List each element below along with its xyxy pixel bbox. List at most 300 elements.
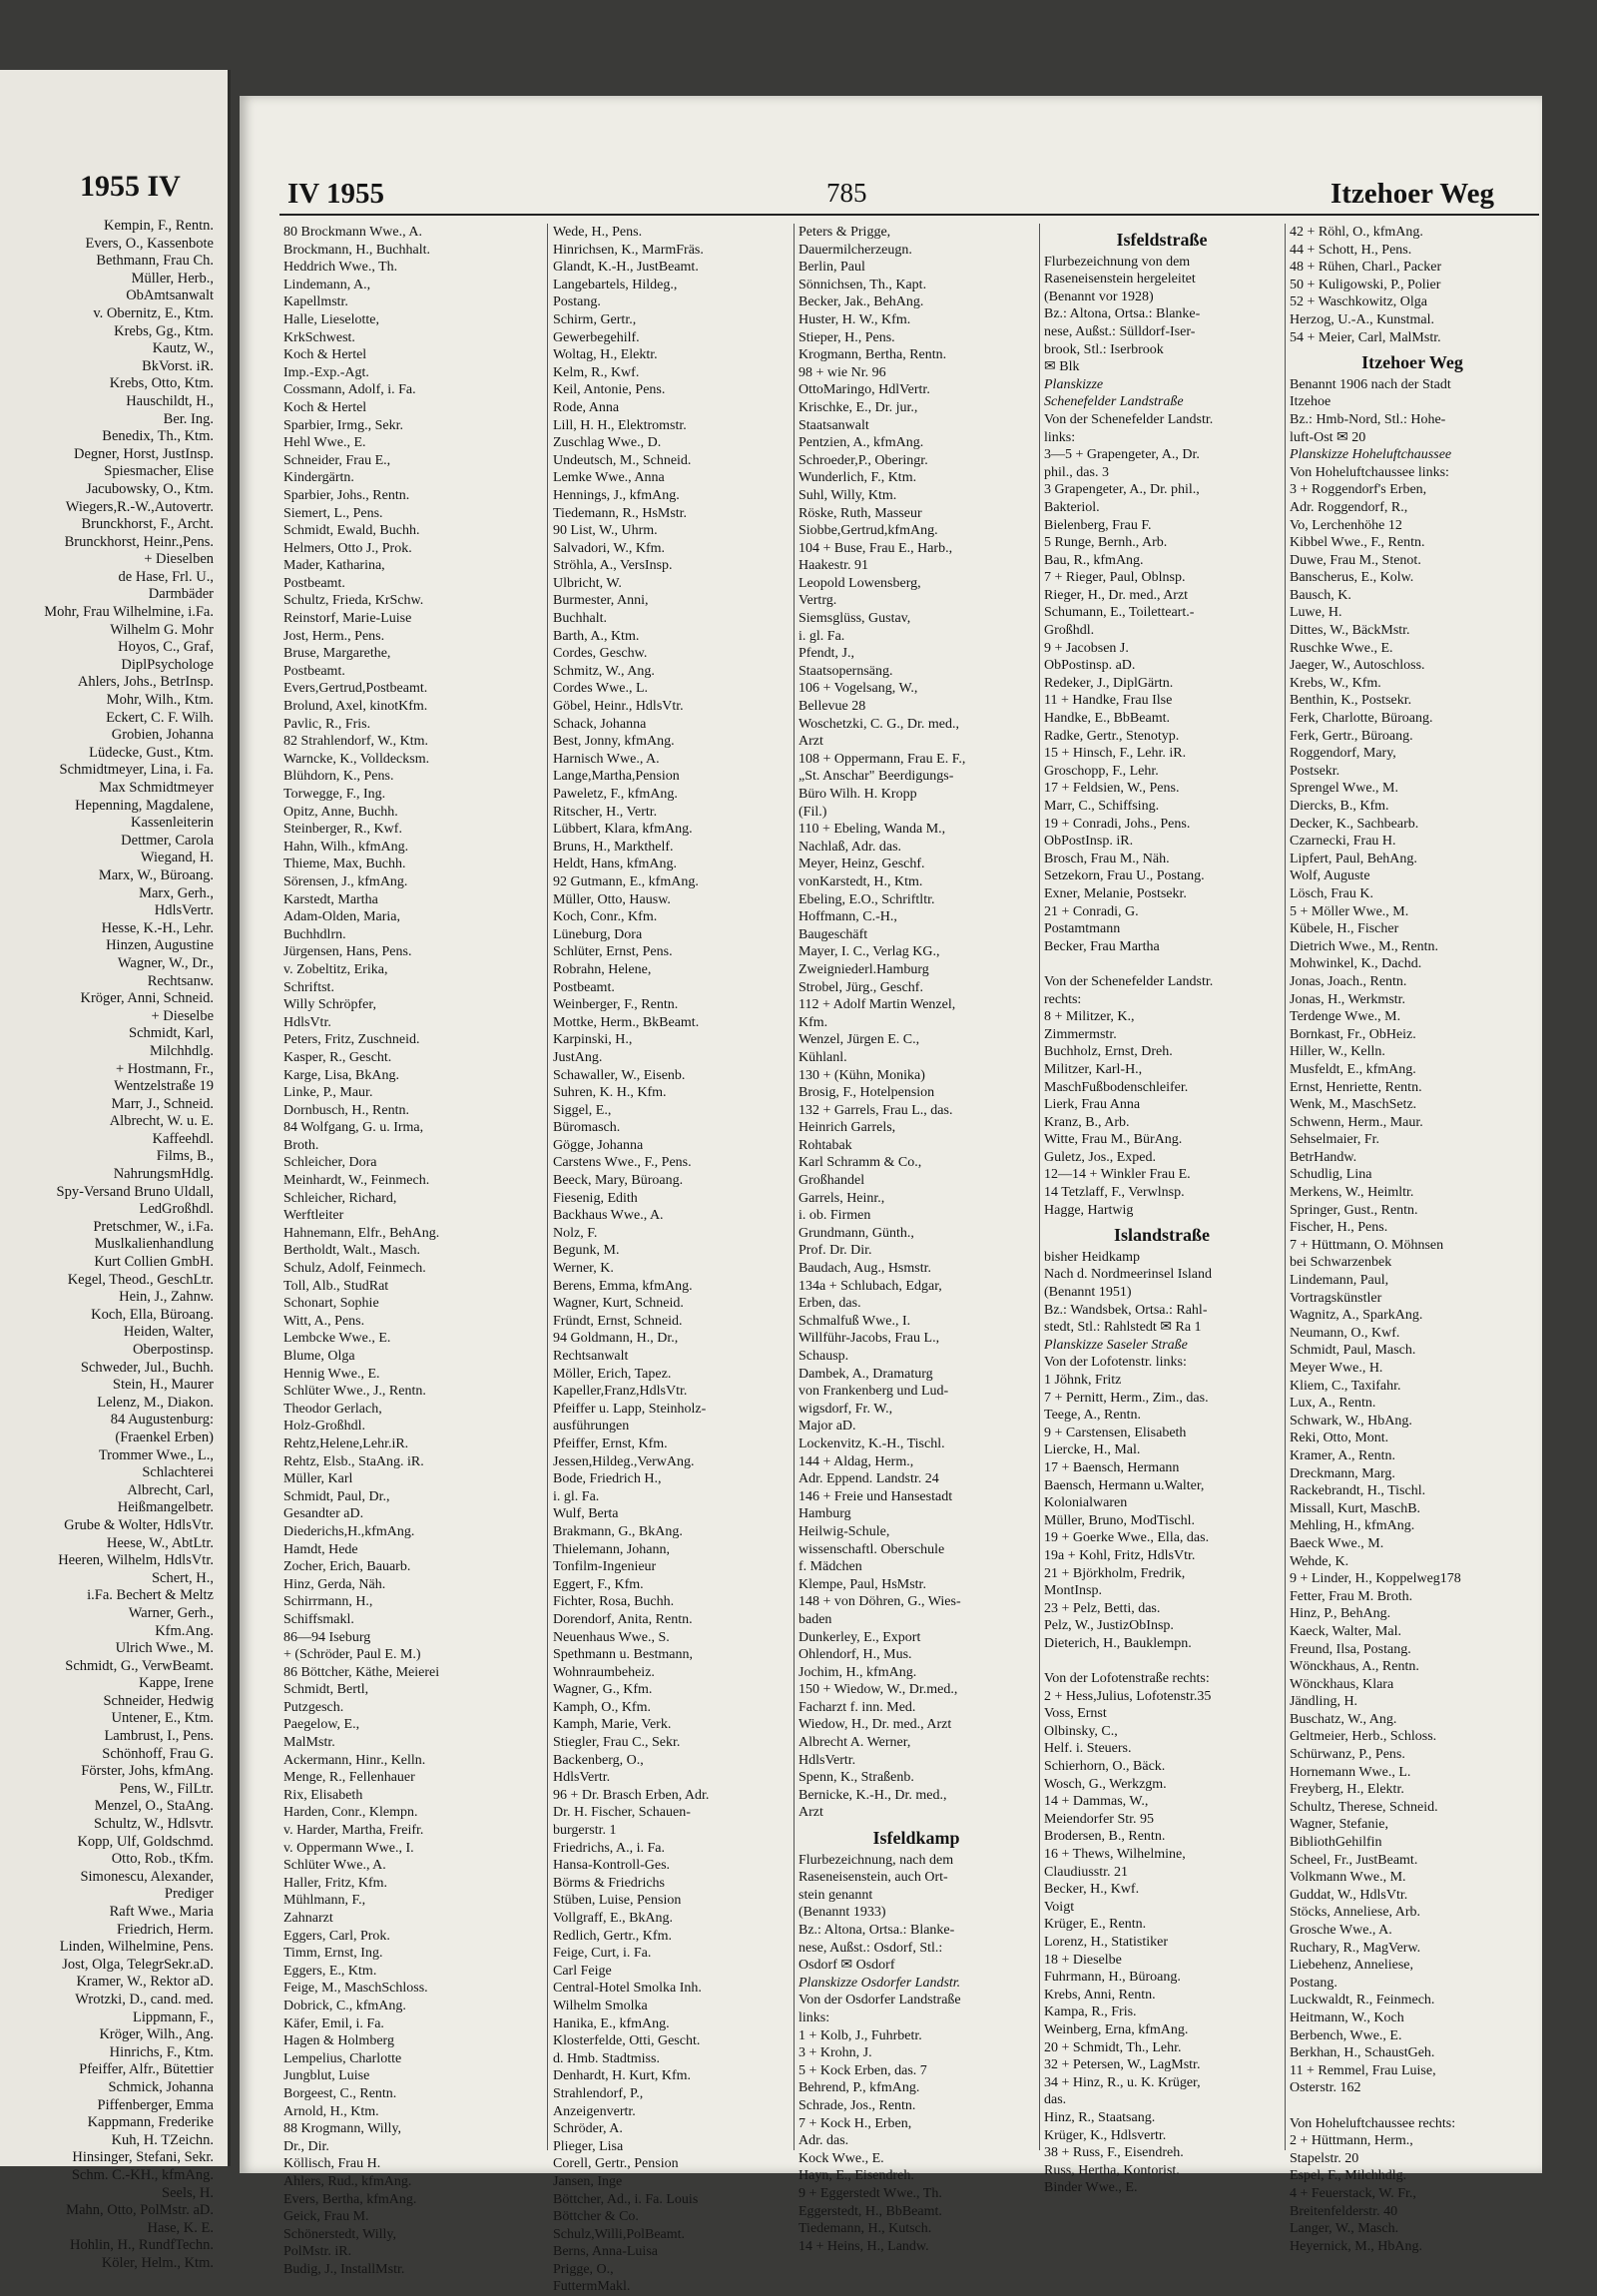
directory-entry: Roggendorf, Mary, <box>1290 746 1396 762</box>
directory-entry: Eggert, F., Kfm. <box>553 1576 644 1592</box>
directory-entry: Ritscher, H., Vertr. <box>553 804 658 820</box>
street-heading: Isfeldkamp <box>872 1828 960 1849</box>
directory-entry: Bertholdt, Walt., Masch. <box>283 1243 421 1259</box>
header-rule <box>279 214 1539 216</box>
directory-entry: Woltag, H., Elektr. <box>553 347 658 363</box>
directory-entry: Carl Feige <box>553 1963 612 1979</box>
directory-entry: burgerstr. 1 <box>553 1823 617 1839</box>
directory-entry: Missall, Kurt, MaschB. <box>1290 1500 1421 1516</box>
directory-entry: Fiesenig, Edith <box>553 1190 638 1206</box>
directory-entry: Bau, R., kfmAng. <box>1044 552 1144 568</box>
directory-entry: Arnold, H., Ktm. <box>283 2103 379 2119</box>
directory-entry: Kempin, F., Rentn. <box>103 218 214 234</box>
directory-entry: Witte, Frau M., BürAng. <box>1044 1132 1183 1148</box>
directory-entry: Kappmann, Frederike <box>87 2114 214 2131</box>
directory-entry: Ahlers, Johs., BetrInsp. <box>77 674 214 691</box>
directory-entry: Berlin, Paul <box>798 260 865 276</box>
directory-entry: LedGroßhdl. <box>139 1201 214 1218</box>
directory-entry: Großhandel <box>798 1173 865 1189</box>
directory-entry: KrkSchwest. <box>283 329 355 345</box>
directory-entry: Röske, Ruth, Masseur <box>798 505 922 521</box>
directory-entry: Sörensen, J., kfmAng. <box>283 873 408 889</box>
directory-entry: Schumann, E., Toiletteart.- <box>1044 605 1195 621</box>
directory-entry: Schleicher, Richard, <box>283 1190 397 1206</box>
directory-entry: + Hostmann, Fr., <box>115 1060 214 1077</box>
directory-entry: Schm. C.-KH., kfmAng. <box>71 2166 214 2183</box>
map-reference: Planskizze Hoheluftchaussee <box>1290 447 1452 463</box>
directory-entry: 5 + Kock Erben, das. 7 <box>798 2062 927 2078</box>
directory-entry: Nolz, F. <box>553 1225 598 1241</box>
directory-entry: Stieper, H., Pens. <box>798 329 895 345</box>
directory-entry: Heinrich Garrels, <box>798 1120 896 1136</box>
directory-entry: Hennings, J., kfmAng. <box>553 487 680 503</box>
directory-entry: Redlich, Gertr., Kfm. <box>553 1928 672 1944</box>
directory-entry: i. ob. Firmen <box>798 1208 871 1224</box>
directory-entry: Müller, Karl <box>283 1471 353 1487</box>
directory-entry: 16 + Thews, Wilhelmine, <box>1044 1847 1186 1863</box>
directory-entry: Wunderlich, F., Ktm. <box>798 470 917 486</box>
directory-entry: Pavlic, R., Fris. <box>283 716 371 732</box>
directory-entry: bei Schwarzenbek <box>1290 1255 1392 1271</box>
directory-entry: Borgeest, C., Rentn. <box>283 2085 397 2101</box>
directory-entry: Teege, A., Rentn. <box>1044 1408 1141 1424</box>
directory-entry: 11 + Remmel, Frau Luise, <box>1290 2062 1436 2078</box>
directory-entry: Becker, Jak., BehAng. <box>798 294 924 310</box>
directory-entry: Begunk, M. <box>553 1243 620 1259</box>
directory-entry: Dambek, A., Dramaturg <box>798 1366 933 1382</box>
directory-entry: 98 + wie Nr. 96 <box>798 364 886 380</box>
directory-entry: Käfer, Emil, i. Fa. <box>283 2015 384 2031</box>
directory-entry: BibliothGehilfin <box>1290 1835 1382 1851</box>
directory-entry: Jessen,Hildeg.,VerwAng. <box>553 1453 695 1469</box>
directory-entry: Wulf, Berta <box>553 1506 619 1522</box>
directory-entry: Plieger, Lisa <box>553 2138 624 2154</box>
directory-entry: Thielemann, Johann, <box>553 1541 671 1557</box>
directory-entry: Berkhan, H., SchaustGeh. <box>1290 2045 1435 2061</box>
directory-entry: v. Harder, Martha, Freifr. <box>283 1823 424 1839</box>
directory-entry: Buchhdlrn. <box>283 926 346 942</box>
directory-entry: Paegelow, E., <box>283 1717 360 1733</box>
directory-entry: Böttcher, Ad., i. Fa. Louis <box>553 2191 699 2207</box>
directory-entry: Meinhardt, W., Feinmech. <box>283 1173 430 1189</box>
left-page <box>0 70 231 2271</box>
directory-entry: Warncke, K., Volldecksm. <box>283 751 430 767</box>
directory-entry: Kübele, H., Fischer <box>1290 921 1399 937</box>
directory-entry: Mohr, Wilh., Ktm. <box>106 692 214 709</box>
directory-entry: Heese, W., AbtLtr. <box>106 1534 214 1551</box>
directory-entry: stedt, Stl.: Rahlstedt ✉ Ra 1 <box>1044 1320 1202 1336</box>
directory-entry: Wiegand, H. <box>140 850 214 866</box>
directory-entry: Linke, P., Maur. <box>283 1085 373 1101</box>
directory-entry: Lippmann, F., <box>132 2009 214 2025</box>
directory-entry: Blühdorn, K., Pens. <box>283 769 394 785</box>
directory-entry: Böttcher & Co. <box>553 2209 639 2225</box>
directory-entry: 50 + Kuligowski, P., Polier <box>1290 277 1441 292</box>
directory-entry: Putzgesch. <box>283 1699 344 1715</box>
directory-entry: Nachlaß, Adr. das. <box>798 839 902 855</box>
directory-entry: 150 + Wiedow, W., Dr.med., <box>798 1682 958 1698</box>
directory-entry: Jaeger, W., Autoschloss. <box>1290 658 1425 674</box>
directory-entry: Bz.: Hmb-Nord, Stl.: Hohe- <box>1290 411 1446 427</box>
directory-entry: MontInsp. <box>1044 1583 1102 1599</box>
directory-entry: Wosch, G., Werkzgm. <box>1044 1776 1167 1792</box>
directory-entry: Wönckhaus, Klara <box>1290 1676 1394 1692</box>
directory-entry: Schirm, Gertr., <box>553 311 637 327</box>
directory-entry: 42 + Röhl, O., kfmAng. <box>1290 225 1423 240</box>
directory-entry: Redeker, J., DiplGärtn. <box>1044 675 1174 691</box>
directory-entry: „St. Anschar" Beerdigungs- <box>798 769 954 785</box>
directory-entry: Kaffeehdl. <box>152 1130 214 1147</box>
directory-entry: Banscherus, E., Kolw. <box>1290 570 1414 586</box>
directory-entry: Exner, Melanie, Postsekr. <box>1044 885 1187 901</box>
directory-entry: Bellevue 28 <box>798 699 866 715</box>
directory-entry: Hanika, E., kfmAng. <box>553 2015 670 2031</box>
directory-entry: 5 + Möller Wwe., M. <box>1290 903 1409 919</box>
directory-entry: Jochim, H., kfmAng. <box>798 1664 917 1680</box>
directory-column-4 <box>1044 224 1280 2197</box>
directory-entry: Liebehenz, Anneliese, <box>1290 1958 1414 1974</box>
directory-entry: Lindemann, Paul, <box>1290 1273 1389 1289</box>
directory-entry: (Fraenkel Erben) <box>115 1429 214 1445</box>
directory-entry: Schmidt, Paul, Dr., <box>283 1488 390 1504</box>
directory-entry: Dr., Dir. <box>283 2138 329 2154</box>
directory-entry: Schmidt, Karl, <box>129 1025 214 1042</box>
directory-entry: Russ, Hertha, Kontorist. <box>1044 2162 1180 2178</box>
directory-entry: Lange,Martha,Pension <box>553 769 680 785</box>
directory-entry: Berens, Emma, kfmAng. <box>553 1278 693 1294</box>
directory-entry: Großhdl. <box>1044 623 1095 639</box>
directory-entry: Hahn, Wilh., kfmAng. <box>283 839 409 855</box>
directory-entry: Facharzt f. inn. Med. <box>798 1699 916 1715</box>
directory-entry: das. <box>1044 2092 1067 2108</box>
directory-entry: Baugeschäft <box>798 926 868 942</box>
directory-entry: Kock Wwe., E. <box>798 2150 884 2166</box>
directory-entry: Imp.-Exp.-Agt. <box>283 364 369 380</box>
directory-entry: Göbel, Heinr., HdlsVtr. <box>553 699 684 715</box>
directory-entry: 15 + Hinsch, F., Lehr. iR. <box>1044 746 1187 762</box>
directory-entry: 144 + Aldag, Herm., <box>798 1453 914 1469</box>
directory-entry: Luckwaldt, R., Feinmech. <box>1290 1993 1435 2009</box>
page-header-right: Itzehoer Weg <box>1330 178 1494 210</box>
directory-entry: ausführungen <box>553 1419 630 1435</box>
directory-entry: Staatsopernsäng. <box>798 663 893 679</box>
directory-entry: Feige, M., MaschSchloss. <box>283 1981 428 1997</box>
directory-entry: HdlsVertr. <box>154 902 214 919</box>
directory-entry: stein genannt <box>798 1887 873 1903</box>
directory-entry: HdlsVtr. <box>283 1014 331 1030</box>
directory-entry: Breitenfelderstr. 40 <box>1290 2203 1398 2219</box>
directory-entry: Meyer, Heinz, Geschf. <box>798 857 925 872</box>
directory-entry: Hahnemann, Elfr., BehAng. <box>283 1225 440 1241</box>
directory-entry: Friedrich, Herm. <box>116 1921 214 1938</box>
directory-entry: Hinz, Gerda, Näh. <box>283 1576 386 1592</box>
directory-entry: Budig, J., InstallMstr. <box>283 2261 405 2277</box>
directory-entry: Vo, Lerchenhöhe 12 <box>1290 517 1402 533</box>
map-reference: Planskizze <box>1044 376 1104 392</box>
directory-entry: Schlachterei <box>142 1464 214 1481</box>
directory-entry: Benedix, Th., Ktm. <box>102 428 214 445</box>
directory-entry: 5 Runge, Bernh., Arb. <box>1044 535 1168 551</box>
directory-entry: Von der Osdorfer Landstraße <box>798 1993 961 2009</box>
directory-entry: Pentzien, A., kfmAng. <box>798 435 924 451</box>
directory-entry: Pfeiffer u. Lapp, Steinholz- <box>553 1401 707 1417</box>
directory-entry: Evers,Gertrud,Postbeamt. <box>283 681 428 697</box>
directory-entry: Kibbel Wwe., F., Rentn. <box>1290 535 1425 551</box>
directory-entry: Eckert, C. F. Wilh. <box>106 709 214 726</box>
directory-entry: Wagner, W., Dr., <box>117 954 214 971</box>
directory-entry: Neuenhaus Wwe., S. <box>553 1629 670 1645</box>
directory-entry: MalMstr. <box>283 1735 335 1751</box>
directory-entry: Dauermilcherzeugn. <box>798 242 912 258</box>
directory-entry: Von Hoheluftchaussee rechts: <box>1290 2115 1456 2131</box>
directory-entry: Sparbier, Irmg., Sekr. <box>283 417 403 433</box>
directory-entry: Duwe, Frau M., Stenot. <box>1290 552 1421 568</box>
directory-entry: 52 + Waschkowitz, Olga <box>1290 294 1427 310</box>
directory-entry: Hinrichs, F., Ktm. <box>109 2043 214 2060</box>
directory-entry: Postbeamt. <box>283 663 345 679</box>
directory-entry: OttoMaringo, HdlVertr. <box>798 382 930 398</box>
directory-entry: Albrecht A. Werner, <box>798 1735 911 1751</box>
directory-entry: Holz-Großhdl. <box>283 1419 366 1435</box>
directory-entry: 146 + Freie und Hansestadt <box>798 1488 953 1504</box>
directory-entry: v. Oppermann Wwe., I. <box>283 1840 414 1856</box>
directory-entry: 82 Strahlendorf, W., Ktm. <box>283 734 429 750</box>
directory-entry: Untener, E., Ktm. <box>111 1710 214 1727</box>
directory-entry: Raseneisenstein, auch Ort- <box>798 1870 948 1886</box>
directory-entry: Bernicke, K.-H., Dr. med., <box>798 1787 947 1803</box>
directory-entry: Baeck Wwe., M. <box>1290 1535 1384 1551</box>
directory-entry: Koch & Hertel <box>283 347 367 363</box>
directory-entry: Heilwig-Schule, <box>798 1523 890 1539</box>
directory-entry: Hauschildt, H., <box>126 392 214 409</box>
directory-entry: Postamtmann <box>1044 921 1121 937</box>
directory-entry: Krischke, E., Dr. jur., <box>798 399 918 415</box>
directory-entry: Rechtsanw. <box>147 972 214 989</box>
directory-entry: Zimmermstr. <box>1044 1026 1117 1042</box>
directory-entry: Wede, H., Pens. <box>553 225 643 240</box>
directory-entry: Postsekr. <box>1290 763 1340 779</box>
directory-entry: Rode, Anna <box>553 399 620 415</box>
directory-entry: Voss, Ernst <box>1044 1706 1107 1722</box>
directory-entry: Lüneburg, Dora <box>553 926 643 942</box>
directory-entry: Adam-Olden, Maria, <box>283 909 401 925</box>
directory-entry: Schmidtmeyer, Lina, i. Fa. <box>59 762 214 779</box>
directory-entry: 86 Böttcher, Käthe, Meierei <box>283 1664 440 1680</box>
directory-entry: Krogmann, Bertha, Rentn. <box>798 347 947 363</box>
directory-entry: Schmalfuß Wwe., I. <box>798 1313 911 1329</box>
directory-entry: 108 + Oppermann, Frau E. F., <box>798 751 966 767</box>
directory-entry: Spenn, K., Straßenb. <box>798 1770 914 1786</box>
directory-entry: links: <box>1044 429 1076 445</box>
directory-entry: Krüger, E., Rentn. <box>1044 1917 1147 1933</box>
directory-entry: 9 + Carstensen, Elisabeth <box>1044 1425 1187 1440</box>
directory-entry: Schürwanz, P., Pens. <box>1290 1747 1405 1763</box>
directory-entry: Dunkerley, E., Export <box>798 1629 921 1645</box>
column-divider <box>794 224 795 2150</box>
directory-entry: Hennig Wwe., E. <box>283 1366 380 1382</box>
directory-entry: Scheel, Fr., JustBeamt. <box>1290 1852 1418 1868</box>
directory-entry: 112 + Adolf Martin Wenzel, <box>798 997 956 1013</box>
directory-entry: Benthin, K., Postsekr. <box>1290 693 1412 709</box>
directory-entry: Handke, E., BbBeamt. <box>1044 711 1170 727</box>
directory-entry: (Benannt vor 1928) <box>1044 288 1154 304</box>
directory-entry: Claudiusstr. 21 <box>1044 1864 1129 1880</box>
directory-entry: Klosterfelde, Otti, Gescht. <box>553 2033 701 2049</box>
map-reference: Planskizze Saseler Straße <box>1044 1337 1188 1353</box>
directory-entry: Jansen, Inge <box>553 2173 623 2189</box>
directory-entry: Theodor Gerlach, <box>283 1401 382 1417</box>
directory-entry: Werner, K. <box>553 1261 614 1277</box>
directory-entry: Rix, Elisabeth <box>283 1787 363 1803</box>
directory-entry: 148 + von Döhren, G., Wies- <box>798 1594 961 1610</box>
directory-entry: ObAmtsanwalt <box>126 287 214 304</box>
directory-entry: Becker, H., Kwf. <box>1044 1882 1140 1898</box>
directory-entry: brook, Stl.: Iserbrook <box>1044 341 1164 357</box>
directory-entry: Dr. H. Fischer, Schauen- <box>553 1805 691 1821</box>
directory-entry: Ber. Ing. <box>163 410 214 427</box>
directory-entry: Flurbezeichnung von dem <box>1044 254 1191 270</box>
directory-entry: Schwark, W., HbAng. <box>1290 1413 1412 1429</box>
directory-entry: Lambrust, I., Pens. <box>104 1728 214 1745</box>
directory-entry: Tiedemann, H., Kutsch. <box>798 2221 932 2237</box>
directory-entry: Von Hoheluftchaussee links: <box>1290 464 1449 480</box>
directory-entry: Weinberger, F., Rentn. <box>553 997 679 1013</box>
directory-entry: von Frankenberg und Lud- <box>798 1384 949 1400</box>
directory-entry: Benannt 1906 nach der Stadt <box>1290 376 1451 392</box>
directory-entry: Marr, C., Schiffsing. <box>1044 799 1160 814</box>
directory-entry: ObPostinsp. aD. <box>1044 658 1136 674</box>
directory-entry: Fetter, Frau M. Broth. <box>1290 1588 1413 1604</box>
directory-entry: Krebs, W., Kfm. <box>1290 675 1381 691</box>
directory-entry: 7 + Pernitt, Herm., Zim., das. <box>1044 1390 1209 1406</box>
directory-entry: Ferk, Gertr., Büroang. <box>1290 728 1413 744</box>
directory-entry: Barth, A., Ktm. <box>553 628 640 644</box>
directory-entry: Hehl Wwe., E. <box>283 435 366 451</box>
directory-entry: Kindergärtn. <box>283 470 354 486</box>
directory-entry: Decker, K., Sachbearb. <box>1290 816 1419 832</box>
directory-entry: Pfeiffer, Ernst, Kfm. <box>553 1435 668 1451</box>
directory-entry: Lux, A., Rentn. <box>1290 1396 1376 1412</box>
directory-entry: Oberpostinsp. <box>133 1342 214 1358</box>
directory-entry: Zocher, Erich, Bauarb. <box>283 1559 411 1575</box>
directory-entry: Hinz, P., BehAng. <box>1290 1606 1391 1622</box>
directory-entry: Otto, Rob., tKfm. <box>111 1851 214 1868</box>
directory-entry: Büro Wilh. H. Kropp <box>798 787 917 802</box>
directory-entry: Gögge, Johanna <box>553 1137 644 1153</box>
directory-column-5 <box>1290 224 1535 2255</box>
directory-entry: Langebartels, Hildeg., <box>553 277 678 292</box>
directory-entry: Liercke, H., Mal. <box>1044 1442 1141 1458</box>
directory-entry: Strobel, Jürg., Geschf. <box>798 979 923 995</box>
directory-entry: Zweigniederl.Hamburg <box>798 961 929 977</box>
directory-entry: Toll, Alb., StudRat <box>283 1278 389 1294</box>
directory-entry: Fichter, Rosa, Buchh. <box>553 1594 675 1610</box>
directory-entry: 21 + Conradi, G. <box>1044 903 1139 919</box>
directory-entry: Müller, Bruno, ModTischl. <box>1044 1512 1195 1528</box>
directory-entry: Heißmangelbetr. <box>117 1499 214 1516</box>
street-heading: Itzehoer Weg <box>1361 352 1463 373</box>
directory-entry: Rehtz, Elsb., StaAng. iR. <box>283 1453 424 1469</box>
directory-entry: ✉ Blk <box>1044 359 1080 375</box>
directory-entry: Schmitz, W., Ang. <box>553 663 655 679</box>
directory-entry: Cordes, Geschw. <box>553 646 648 662</box>
directory-entry: Hesse, K.-H., Lehr. <box>101 919 214 936</box>
directory-entry: Hoffmann, C.-H., <box>798 909 897 925</box>
directory-entry: Simonescu, Alexander, <box>80 1868 214 1885</box>
directory-entry: 9 + Jacobsen J. <box>1044 640 1129 656</box>
directory-entry: Geltmeier, Herb., Schloss. <box>1290 1729 1437 1745</box>
directory-entry: BetrHandw. <box>1290 1149 1357 1165</box>
directory-entry: Heddrich Wwe., Th. <box>283 260 398 276</box>
directory-entry: 2 + Hess,Julius, Lofotenstr.35 <box>1044 1688 1212 1704</box>
directory-entry: Möller, Erich, Tapez. <box>553 1366 672 1382</box>
directory-entry: Hinrichsen, K., MarmFräs. <box>553 242 704 258</box>
directory-entry: Stapelstr. 20 <box>1290 2150 1359 2166</box>
directory-entry: Osdorf ✉ Osdorf <box>798 1958 895 1974</box>
directory-entry: Willführ-Jacobs, Frau L., <box>798 1331 940 1347</box>
directory-entry: 90 List, W., Uhrm. <box>553 523 658 539</box>
directory-entry: Helf. i. Steuers. <box>1044 1741 1132 1757</box>
directory-entry: wissenschaftl. Oberschule <box>798 1541 945 1557</box>
directory-entry: Buchhalt. <box>553 611 608 627</box>
directory-entry: Mahn, Otto, PolMstr. aD. <box>66 2202 214 2219</box>
directory-entry: Halle, Lieselotte, <box>283 311 380 327</box>
directory-entry: Jungblut, Luise <box>283 2068 370 2084</box>
directory-entry: Grube & Wolter, HdlsVtr. <box>64 1516 214 1533</box>
directory-entry: Wagner, Stefanie, <box>1290 1817 1388 1833</box>
directory-entry: Schleicher, Dora <box>283 1155 377 1171</box>
directory-entry: Wilhelm G. Mohr <box>110 621 214 638</box>
directory-entry: Rackebrandt, H., Tischl. <box>1290 1483 1426 1499</box>
directory-entry: Jost, Herm., Pens. <box>283 628 385 644</box>
directory-entry: nese, Außst.: Sülldorf-Iser- <box>1044 323 1196 339</box>
directory-entry: Schultz, Therese, Schneid. <box>1290 1799 1438 1815</box>
directory-entry: Förster, Johs, kfmAng. <box>81 1763 214 1780</box>
directory-entry: Schneider, Frau E., <box>283 452 391 468</box>
directory-entry: Militzer, Karl-H., <box>1044 1061 1143 1077</box>
directory-entry: Luwe, H. <box>1290 605 1342 621</box>
directory-entry: Vortragskünstler <box>1290 1290 1382 1306</box>
directory-entry: Geick, Frau M. <box>283 2209 369 2225</box>
directory-entry: Neumann, O., Kwf. <box>1290 1325 1400 1341</box>
directory-entry: Tonfilm-Ingenieur <box>553 1559 657 1575</box>
directory-entry: i. gl. Fa. <box>798 628 845 644</box>
directory-entry: Kamph, O., Kfm. <box>553 1699 651 1715</box>
directory-entry: Wagnitz, A., SparkAng. <box>1290 1308 1423 1324</box>
directory-entry: Undeutsch, M., Schneid. <box>553 452 692 468</box>
directory-entry: Menzel, O., StaAng. <box>94 1798 214 1815</box>
directory-entry: Hansa-Kontroll-Ges. <box>553 1858 671 1874</box>
directory-entry: Meyer Wwe., H. <box>1290 1361 1383 1376</box>
directory-column-1 <box>283 224 541 2278</box>
directory-entry: Krebs, Otto, Ktm. <box>109 375 214 392</box>
directory-entry: Schönerstedt, Willy, <box>283 2226 396 2242</box>
directory-entry: (Fil.) <box>798 804 827 820</box>
directory-entry: Spiesmacher, Elise <box>104 463 214 480</box>
directory-entry: Milchhdlg. <box>149 1042 214 1059</box>
directory-entry: + Dieselben <box>144 551 214 568</box>
directory-entry: Siobbe,Gertrud,kfmAng. <box>798 523 938 539</box>
directory-entry: Jändling, H. <box>1290 1694 1358 1710</box>
directory-entry: Postang. <box>553 294 601 310</box>
directory-entry: Czarnecki, Frau H. <box>1290 834 1396 850</box>
directory-entry: wigsdorf, Fr. W., <box>798 1401 893 1417</box>
directory-entry: Lipfert, Paul, BehAng. <box>1290 851 1417 866</box>
directory-entry: Büromasch. <box>553 1120 621 1136</box>
directory-entry: Ruchary, R., MagVerw. <box>1290 1940 1421 1956</box>
directory-entry: 17 + Feldsien, W., Pens. <box>1044 781 1180 797</box>
directory-entry: Karl Schramm & Co., <box>798 1155 922 1171</box>
